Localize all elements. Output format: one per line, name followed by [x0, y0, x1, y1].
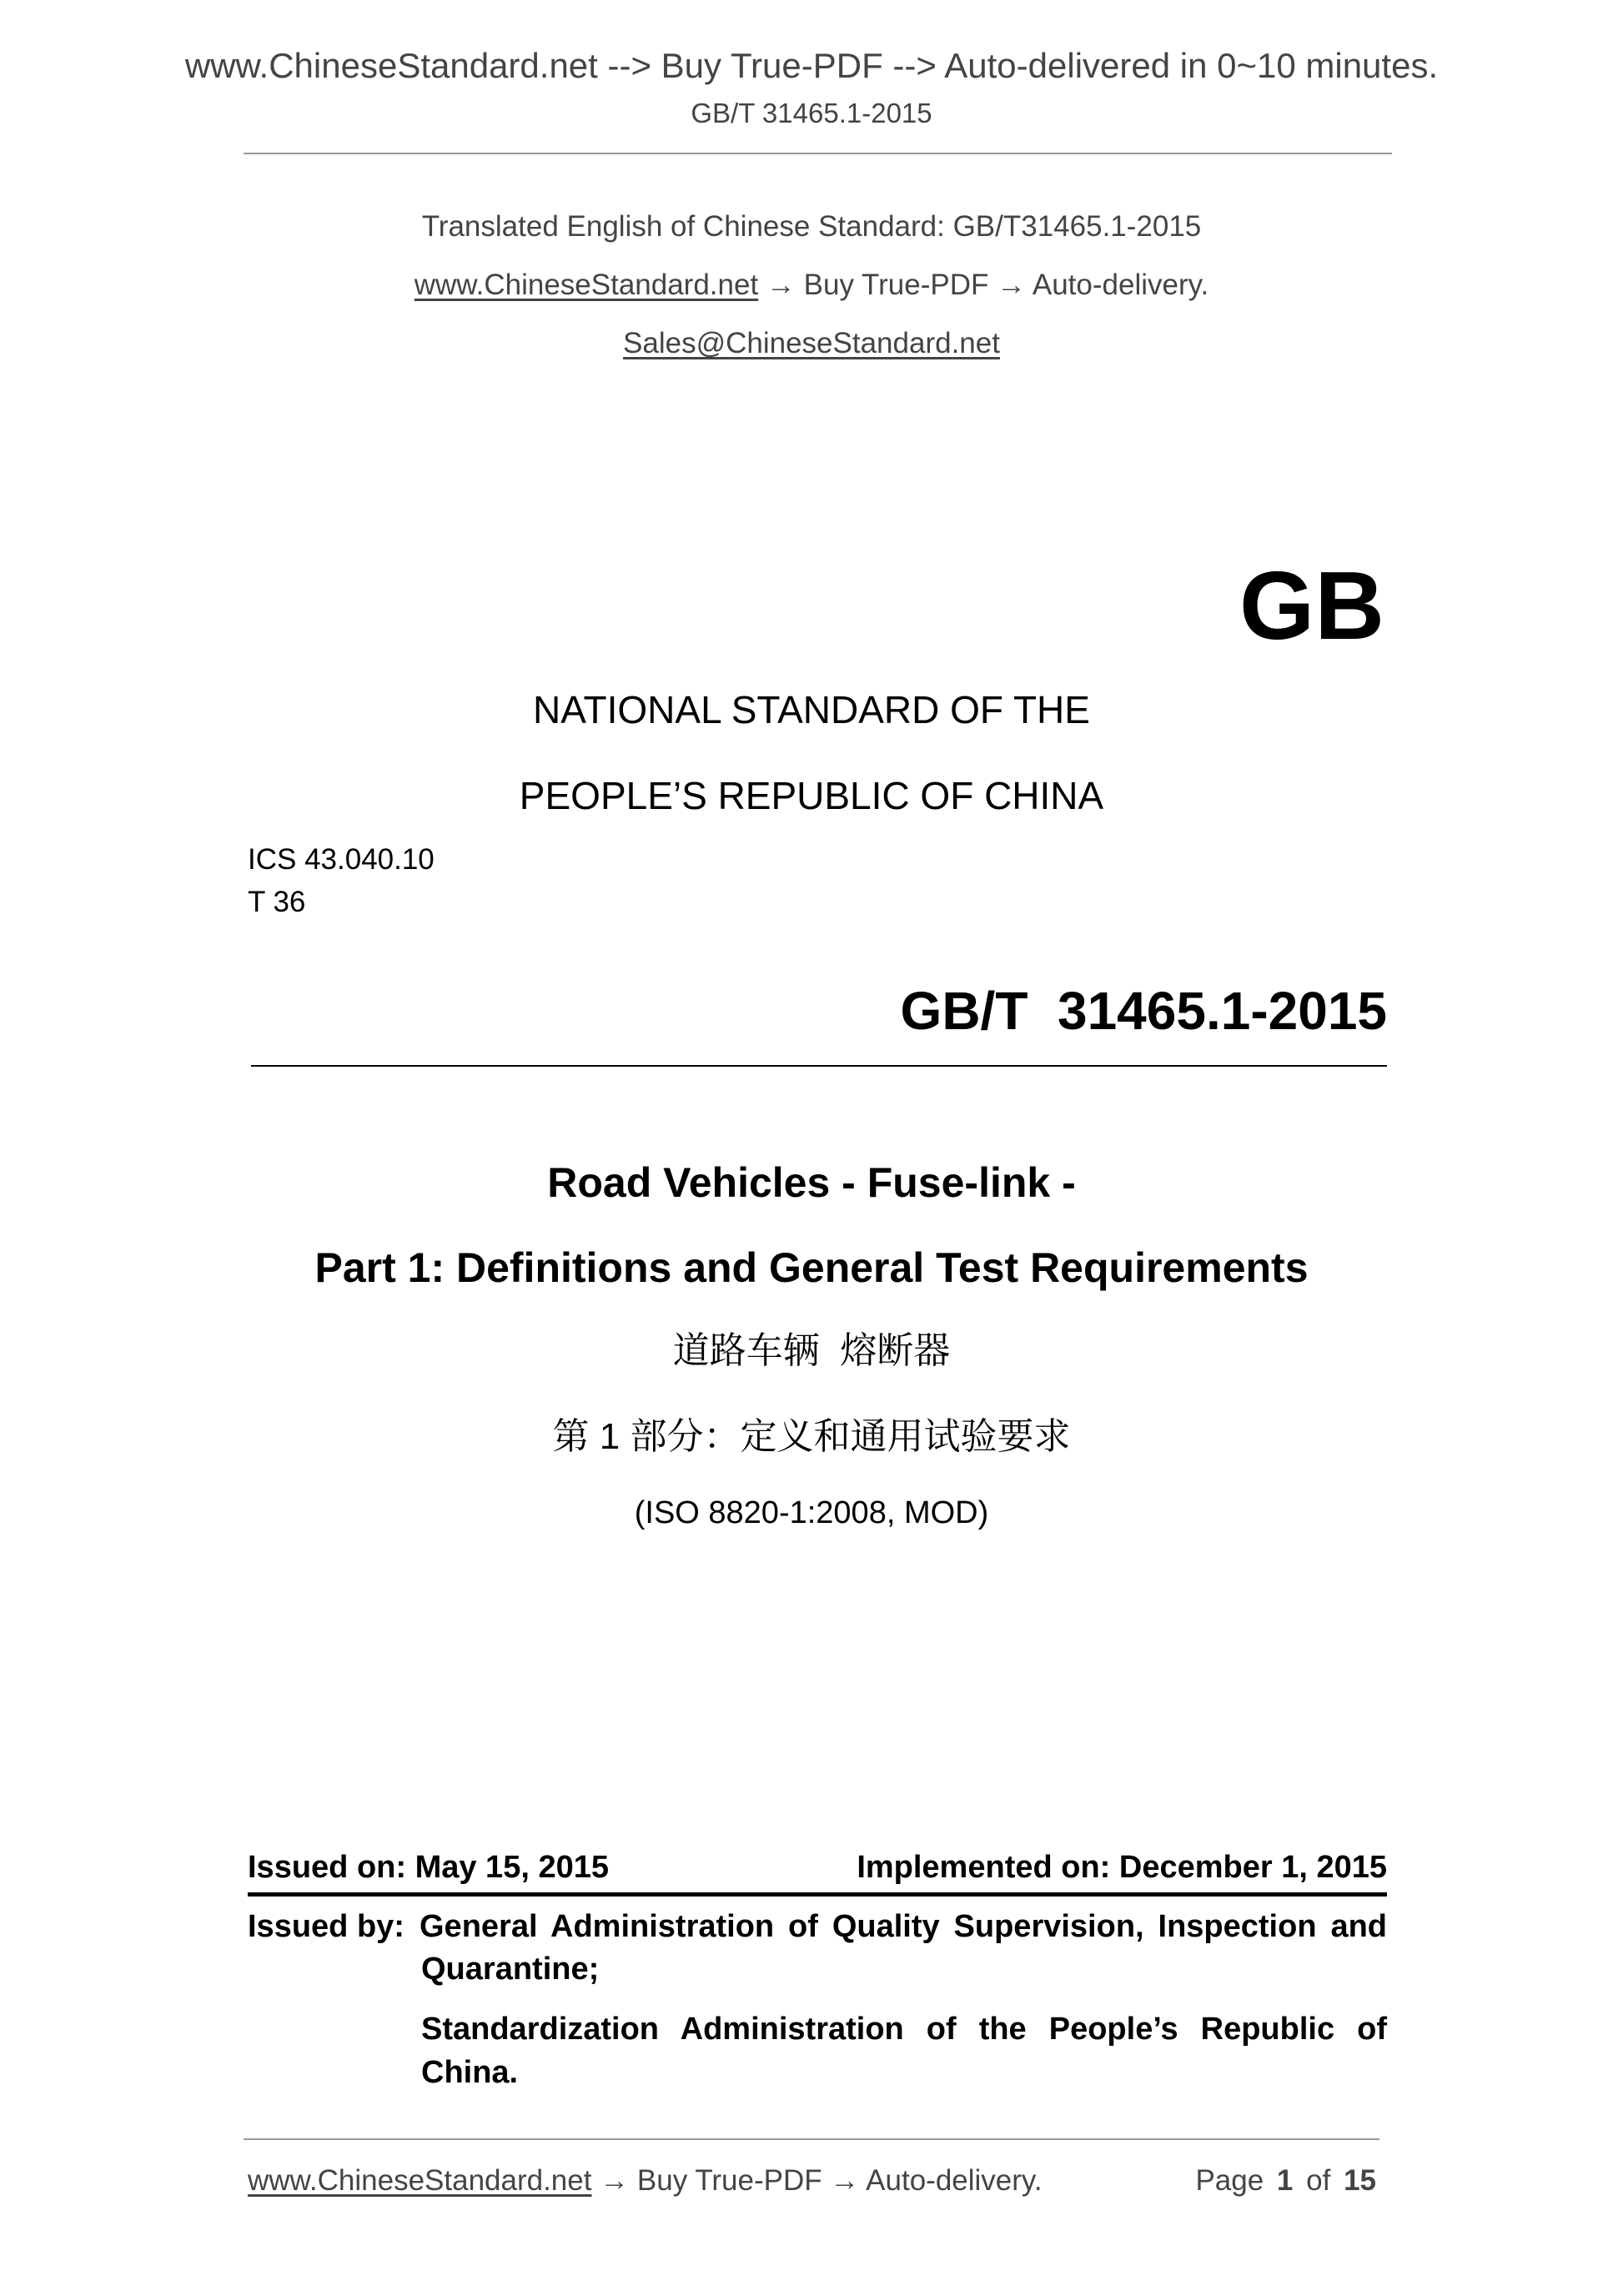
page-label: Page [1195, 2164, 1264, 2197]
footer-site-link[interactable]: www.ChineseStandard.net [248, 2164, 592, 2197]
classification-code: T 36 [248, 886, 306, 918]
header-banner: www.ChineseStandard.net --> Buy True-PDF --> Auto-delivered in 0~10 minutes. [184, 46, 1439, 85]
translated-title: Translated English of Chinese Standard: GB/T31465.1-2015 [421, 210, 1202, 243]
issuer2-line1: Standardization Administration of the People’s Republic of [421, 2012, 1387, 2047]
page-total: 15 [1344, 2164, 1376, 2197]
page-current: 1 [1276, 2164, 1294, 2197]
national-standard-line1: NATIONAL STANDARD OF THE [533, 688, 1090, 731]
issuer1-line2: Quarantine; [421, 1952, 600, 1987]
page-of: of [1306, 2164, 1331, 2197]
email-line [0, 329, 1623, 358]
issuer2-line2: China. [421, 2055, 519, 2090]
page-indicator [1195, 2166, 1376, 2195]
footer-delivery-text: → Buy True-PDF → Auto-delivery. [591, 2164, 1043, 2197]
issued-on: Issued on: May 15, 2015 [248, 1850, 609, 1885]
chinese-title1: 道路车辆 熔断器 [672, 1330, 951, 1371]
title-divider [251, 1065, 1387, 1067]
dates-divider [248, 1892, 1387, 1897]
chinese-title2: 第 1 部分：定义和通用试验要求 [552, 1416, 1071, 1457]
implemented-on: Implemented on: December 1, 2015 [857, 1850, 1387, 1885]
gb-logo: GB [1239, 551, 1384, 660]
issuer1-line1: General Administration of Quality Supervision, Inspection and [420, 1909, 1387, 1944]
email-link[interactable]: Sales@ChineseStandard.net [623, 327, 1000, 359]
ics-code: ICS 43.040.10 [248, 843, 435, 876]
title-line2: Part 1: Definitions and General Test Requirements [314, 1244, 1309, 1291]
title-line1: Road Vehicles - Fuse-link - [547, 1159, 1076, 1206]
national-standard-line2: PEOPLE’S REPUBLIC OF CHINA [519, 774, 1104, 817]
standard-number: GB/T 31465.1-2015 [900, 981, 1387, 1041]
intro-delivery-line [0, 270, 1623, 299]
issued-by-label: Issued by: [248, 1909, 404, 1944]
footer-delivery-line [248, 2166, 1043, 2195]
intro-delivery-text: → Buy True-PDF → Auto-delivery. [758, 269, 1209, 301]
site-link[interactable]: www.ChineseStandard.net [414, 269, 759, 301]
header-doc-code: GB/T 31465.1-2015 [691, 98, 932, 128]
footer-divider [244, 2138, 1379, 2140]
header-divider [244, 153, 1392, 154]
iso-reference: (ISO 8820-1:2008, MOD) [634, 1495, 989, 1530]
